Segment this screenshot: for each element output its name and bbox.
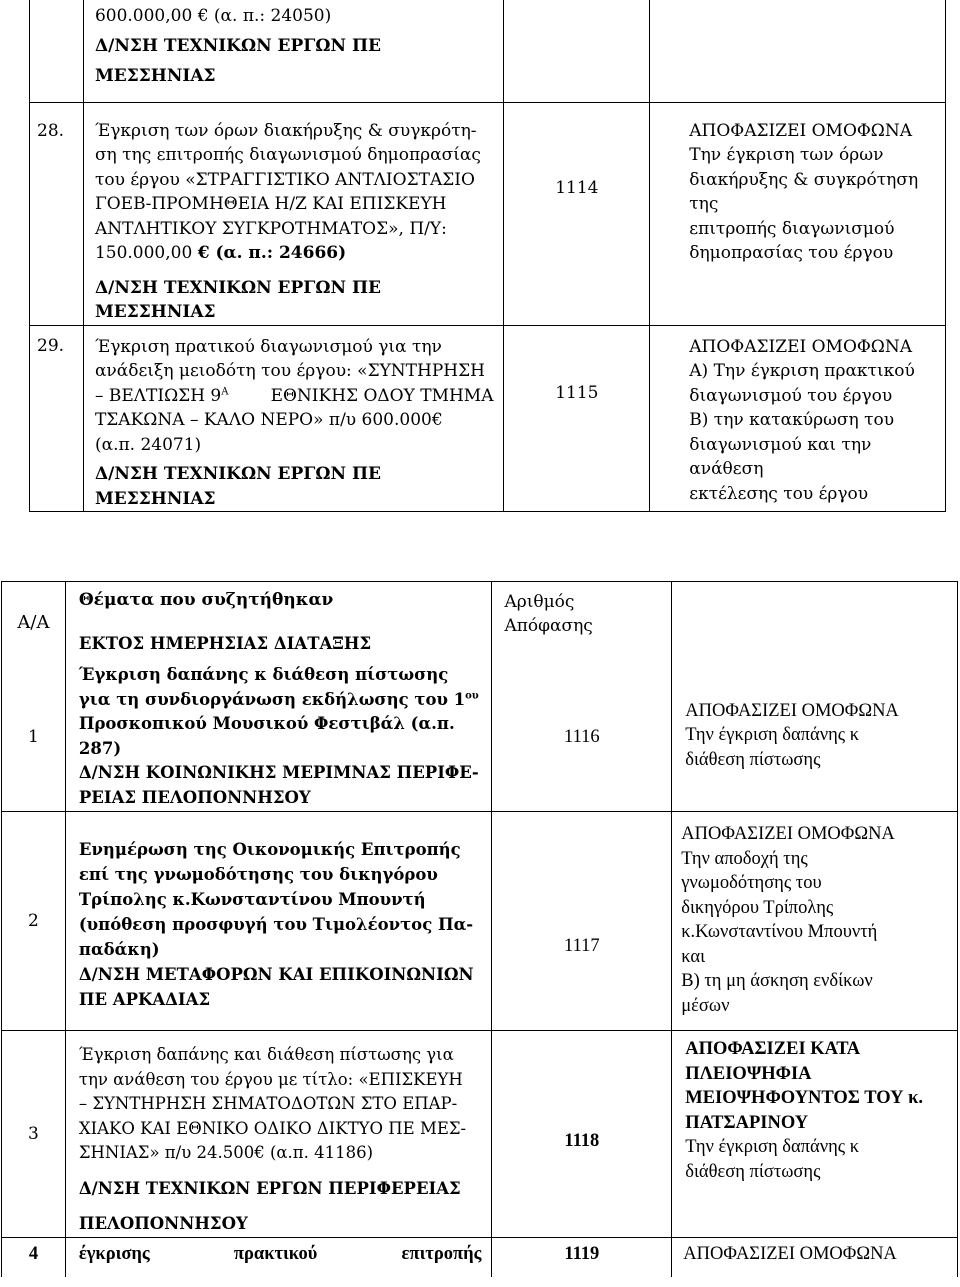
- decision-line: ΠΑΤΣΑΡΙΝΟΥ: [685, 1112, 809, 1133]
- topic-line: του έργου «ΣΤΡΑΓΓΙΣΤΙΚΟ ΑΝΤΛΙΟΣΤΑΣΙΟ: [94, 169, 475, 190]
- topic-line: παδάκη): [78, 940, 160, 959]
- row-number: 28.: [37, 120, 65, 141]
- decisions-table-bottom: [1, 581, 958, 1277]
- decision-line: ΑΠΟΦΑΣΙΖΕΙ ΟΜΟΦΩΝΑ: [685, 700, 899, 721]
- topic-line: Ενημέρωση της Οικονομικής Επιτροπής: [78, 840, 461, 859]
- topic-amount: 150.000,00: [94, 243, 198, 263]
- decision-line: δικηγόρου Τρίπολης: [681, 897, 834, 918]
- row-department: ΡΕΙΑΣ ΠΕΛΟΠΟΝΝΗΣΟΥ: [78, 787, 311, 807]
- row-department: ΠΕΛΟΠΟΝΝΗΣΟΥ: [78, 1214, 248, 1233]
- topic-word: επιτροπής: [401, 1243, 482, 1264]
- decision-line: μέσων: [681, 995, 730, 1016]
- topic-word: έγκρισης: [78, 1243, 150, 1264]
- table-row: [2, 664, 958, 812]
- topic-line: ΧΙΑΚΟ ΚΑΙ ΕΘΝΙΚΟ ΟΔΙΚΟ ΔΙΚΤΥΟ ΠΕ ΜΕΣ-: [78, 1118, 467, 1138]
- row-number: 4: [28, 1243, 39, 1264]
- decision-line: διαγωνισμού και την ανάθεση: [689, 434, 872, 479]
- decision-line: Την έγκριση δαπάνης κ: [685, 1137, 860, 1157]
- topic-line: ΕΘΝΙΚΗΣ ΟΔΟΥ ΤΜΗΜΑ: [270, 385, 494, 406]
- decision-line: εκτέλεσης του έργου: [689, 483, 869, 504]
- decisions-table-top: [29, 0, 946, 512]
- decision-line: Την έγκριση των όρων: [689, 145, 884, 165]
- topic-amount-ref: € (α. π.: 24666): [197, 243, 347, 263]
- topic-line: ΣΗΝΙΑΣ» π/υ 24.500€ (α.π. 41186): [78, 1143, 374, 1162]
- column-header-aa: Α/Α: [17, 612, 50, 634]
- table-row: [2, 1031, 958, 1238]
- decision-line: ΑΠΟΦΑΣΙΖΕΙ ΟΜΟΦΩΝΑ: [689, 336, 913, 357]
- topic-line: 287): [78, 738, 122, 758]
- topic-line: ανάδειξη μειοδότη του έργου: «ΣΥΝΤΗΡΗΣΗ: [94, 361, 485, 381]
- decision-number: 1119: [564, 1243, 600, 1264]
- decision-line: διαγωνισμού του έργου: [689, 385, 893, 406]
- column-header-decision-number: Απόφασης: [504, 616, 593, 636]
- topic-line: Έγκριση δαπάνης κ διάθεση πίστωσης: [78, 665, 449, 684]
- row-number: 1: [28, 727, 39, 748]
- topic-line: Προσκοπικού Μουσικού Φεστιβάλ (α.π.: [78, 714, 455, 733]
- row-department: ΠΕ ΑΡΚΑΔΙΑΣ: [78, 990, 211, 1009]
- decision-number: 1117: [564, 936, 600, 956]
- topic-line: – ΣΥΝΤΗΡΗΣΗ ΣΗΜΑΤΟΔΟΤΩΝ ΣΤΟ ΕΠΑΡ-: [78, 1094, 458, 1113]
- topic-line: ση της επιτροπής διαγωνισμού δημοπρασίας: [94, 145, 481, 165]
- table-row: [30, 102, 946, 325]
- decision-line: Β) την κατακύρωση του: [689, 410, 895, 430]
- decision-line: διάθεση πίστωσης: [685, 1161, 821, 1182]
- decision-line: διακήρυξης & συγκρότηση της: [689, 169, 919, 214]
- column-header-decision-number: Αριθμός: [504, 592, 575, 612]
- row-department: Δ/ΝΣΗ ΚΟΙΝΩΝΙΚΗΣ ΜΕΡΙΜΝΑΣ ΠΕΡΙΦΕ-: [78, 763, 479, 782]
- topic-line: ΕΚΤΟΣ ΗΜΕΡΗΣΙΑΣ ΔΙΑΤΑΞΗΣ: [78, 633, 372, 653]
- decision-number: 1114: [555, 177, 599, 198]
- column-header-topics: Θέματα που συζητήθηκαν: [78, 590, 334, 610]
- decision-line: και: [681, 946, 706, 967]
- topic-line: ΤΣΑΚΩΝΑ – ΚΑΛΟ ΝΕΡΟ» π/υ 600.000€: [94, 410, 443, 430]
- table-row: [2, 812, 958, 1031]
- topic-line: Τρίπολης κ.Κωνσταντίνου Μπουντή: [78, 890, 426, 909]
- topic-word: πρακτικού: [233, 1243, 318, 1264]
- topic-line: Έγκριση δαπάνης και διάθεση πίστωσης για: [78, 1045, 454, 1064]
- decision-line: ΑΠΟΦΑΣΙΖΕΙ ΟΜΟΦΩΝΑ: [681, 824, 895, 844]
- row-department: Δ/ΝΣΗ ΤΕΧΝΙΚΩΝ ΕΡΓΩΝ ΠΕΡΙΦΕΡΕΙΑΣ: [78, 1178, 461, 1198]
- topic-line: (α.π. 24071): [94, 434, 202, 455]
- decision-line: διάθεση πίστωσης: [685, 749, 821, 770]
- decision-number: 1115: [555, 382, 599, 403]
- decision-line: ΑΠΟΦΑΣΙΖΕΙ ΟΜΟΦΩΝΑ: [689, 120, 913, 141]
- table-row: [30, 0, 946, 102]
- topic-line: Έγκριση των όρων διακήρυξης & συγκρότη-: [94, 120, 477, 141]
- decision-line: γνωμοδότησης του: [681, 873, 822, 893]
- table-row: [30, 325, 946, 512]
- row-number: 3: [28, 1123, 39, 1144]
- decision-line: Την έγκριση δαπάνης κ: [685, 725, 860, 745]
- decision-number: 1118: [564, 1131, 600, 1151]
- decision-line: κ.Κωνσταντίνου Μπουντή: [681, 922, 878, 942]
- decision-number: 1116: [564, 726, 600, 747]
- topic-line: (υπόθεση προσφυγή του Τιμολέοντος Πα-: [78, 915, 474, 934]
- decision-line: ΑΠΟΦΑΣΙΖΕΙ ΟΜΟΦΩΝΑ: [683, 1243, 897, 1264]
- row-number: 2: [28, 911, 39, 931]
- decision-line: Β) τη μη άσκηση ενδίκων: [681, 971, 873, 991]
- topic-line: Έγκριση πρατικού διαγωνισμού για την: [94, 336, 442, 357]
- decision-line: Α) Την έγκριση πρακτικού: [689, 361, 915, 381]
- row-department: Δ/ΝΣΗ ΜΕΤΑΦΟΡΩΝ ΚΑΙ ΕΠΙΚΟΙΝΩΝΙΩΝ: [78, 965, 474, 984]
- table-row: [2, 1237, 958, 1277]
- topic-line: την ανάθεση του έργου με τίτλο: «ΕΠΙΣΚΕΥΗ: [78, 1069, 463, 1089]
- topic-line: για τη συνδιοργάνωση εκδήλωσης του $1^{o\upsilon}$: [78, 689, 479, 709]
- row-number: 29.: [37, 335, 65, 356]
- row-department: Δ/ΝΣΗ ΤΕΧΝΙΚΩΝ ΕΡΓΩΝ ΠΕ ΜΕΣΣΗΝΙΑΣ: [94, 277, 381, 322]
- topic-line: ΓΟΕΒ-ΠΡΟΜΗΘΕΙΑ Η/Ζ ΚΑΙ ΕΠΙΣΚΕΥΗ: [94, 194, 447, 214]
- topic-line: επί της γνωμοδότησης του δικηγόρου: [78, 865, 438, 884]
- topic-line: – ΒΕΛΤΙΩΣΗ $9^A$: [94, 385, 229, 406]
- decision-line: ΜΕΙΟΨΗΦΟΥΝΤΟΣ ΤΟΥ κ.: [685, 1088, 923, 1108]
- row-amount: 600.000,00 € (α. π.: 24050): [94, 6, 332, 26]
- row-department: Δ/ΝΣΗ ΤΕΧΝΙΚΩΝ ΕΡΓΩΝ ΠΕ ΜΕΣΣΗΝΙΑΣ: [94, 464, 381, 509]
- decision-line: ΠΛΕΙΟΨΗΦΙΑ: [685, 1063, 812, 1084]
- decision-line: Την αποδοχή της: [681, 848, 808, 869]
- decision-line: επιτροπής διαγωνισμού: [689, 218, 895, 239]
- decision-line: δημοπρασίας του έργου: [689, 243, 894, 263]
- topic-line: ΑΝΤΛΗΤΙΚΟΥ ΣΥΓΚΡΟΤΗΜΑΤΟΣ», Π/Υ:: [94, 218, 447, 239]
- row-department: Δ/ΝΣΗ ΤΕΧΝΙΚΩΝ ΕΡΓΩΝ ΠΕ ΜΕΣΣΗΝΙΑΣ: [94, 36, 381, 86]
- decision-line: ΑΠΟΦΑΣΙΖΕΙ ΚΑΤΑ: [685, 1039, 861, 1059]
